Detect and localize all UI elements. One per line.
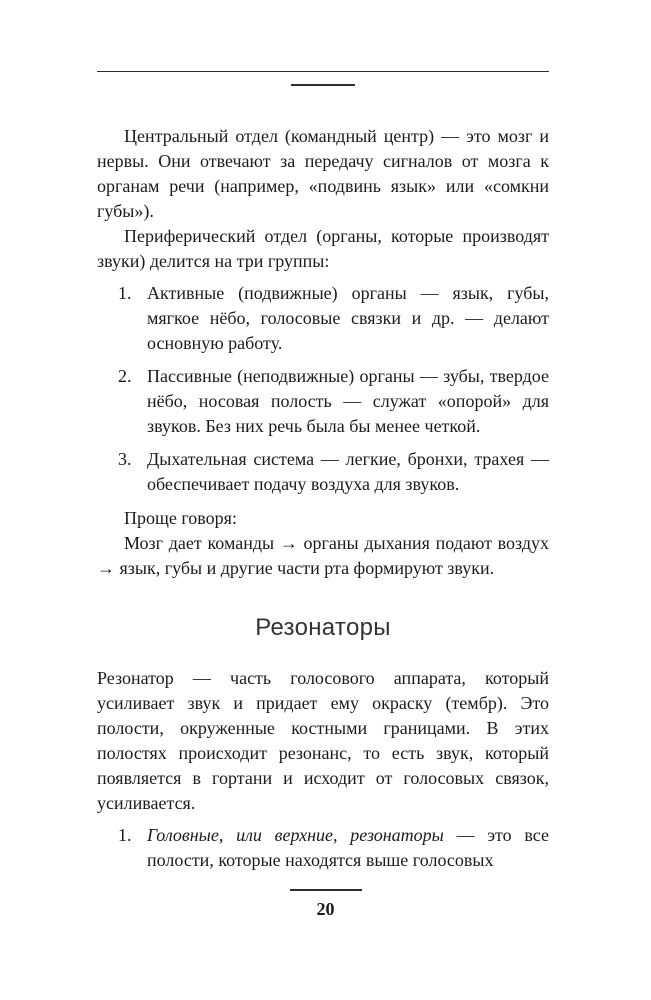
list-item-text bbox=[147, 825, 549, 870]
paragraph-peripheral-division: Периферический отдел (органы, которые производят звуки) делится на три группы: bbox=[97, 226, 549, 271]
list-item-number: 1. bbox=[118, 283, 132, 303]
bottom-ornament-rule bbox=[290, 889, 362, 891]
list-item-text: Дыхательная система — легкие, бронхи, трахея — обеспечивает подачу воздуха для звуков. bbox=[147, 449, 549, 494]
page-footer bbox=[0, 889, 651, 920]
paragraph-brain-commands: Мозг дает команды → органы дыхания подают воздух → язык, губы и другие части рта формируют звуки. bbox=[97, 533, 549, 578]
page-number: 20 bbox=[316, 899, 335, 919]
list-item-number: 2. bbox=[118, 366, 132, 386]
numbered-list-resonators bbox=[97, 823, 549, 873]
list-item-text: Активные (подвижные) органы — язык, губы, мягкое нёбо, голосовые связки и др. — делают основную работу. bbox=[147, 283, 549, 353]
list-item-italic-lead: Головные, или верхние, резонаторы bbox=[147, 825, 444, 845]
list-item bbox=[97, 364, 549, 439]
page-content-column bbox=[97, 0, 549, 873]
page-body bbox=[97, 124, 549, 873]
top-rule bbox=[97, 71, 549, 72]
section-heading-resonators: Резонаторы bbox=[255, 614, 391, 641]
list-item-number: 3. bbox=[118, 449, 132, 469]
list-item-number: 1. bbox=[118, 825, 132, 845]
list-item bbox=[97, 823, 549, 873]
paragraph-central-division: Центральный отдел (командный центр) — это мозг и нервы. Они отвечают за передачу сигналов от мозга к органам речи (например, «подвинь язык» или «сомкни губы»). bbox=[97, 126, 549, 221]
list-item-rest: — это все полости, которые находятся выше голосовых bbox=[147, 825, 549, 870]
numbered-list-organs bbox=[97, 281, 549, 497]
paragraph-resonator-definition: Резонатор — часть голосового аппарата, который усиливает звук и придает ему окраску (тембр). Это полости, окруженные костными границами. В этих полостях происходит резонанс, то есть звук, который появляется в гортани и исходит от голосовых связок, усиливается. bbox=[97, 668, 549, 813]
paragraph-simply-put: Проще говоря: bbox=[124, 508, 237, 528]
list-item bbox=[97, 281, 549, 356]
list-item-text: Пассивные (неподвижные) органы — зубы, твердое нёбо, носовая полость — служат «опорой» для звуков. Без них речь была бы менее четкой. bbox=[147, 366, 549, 436]
list-item bbox=[97, 447, 549, 497]
top-ornament-rule bbox=[291, 84, 355, 86]
